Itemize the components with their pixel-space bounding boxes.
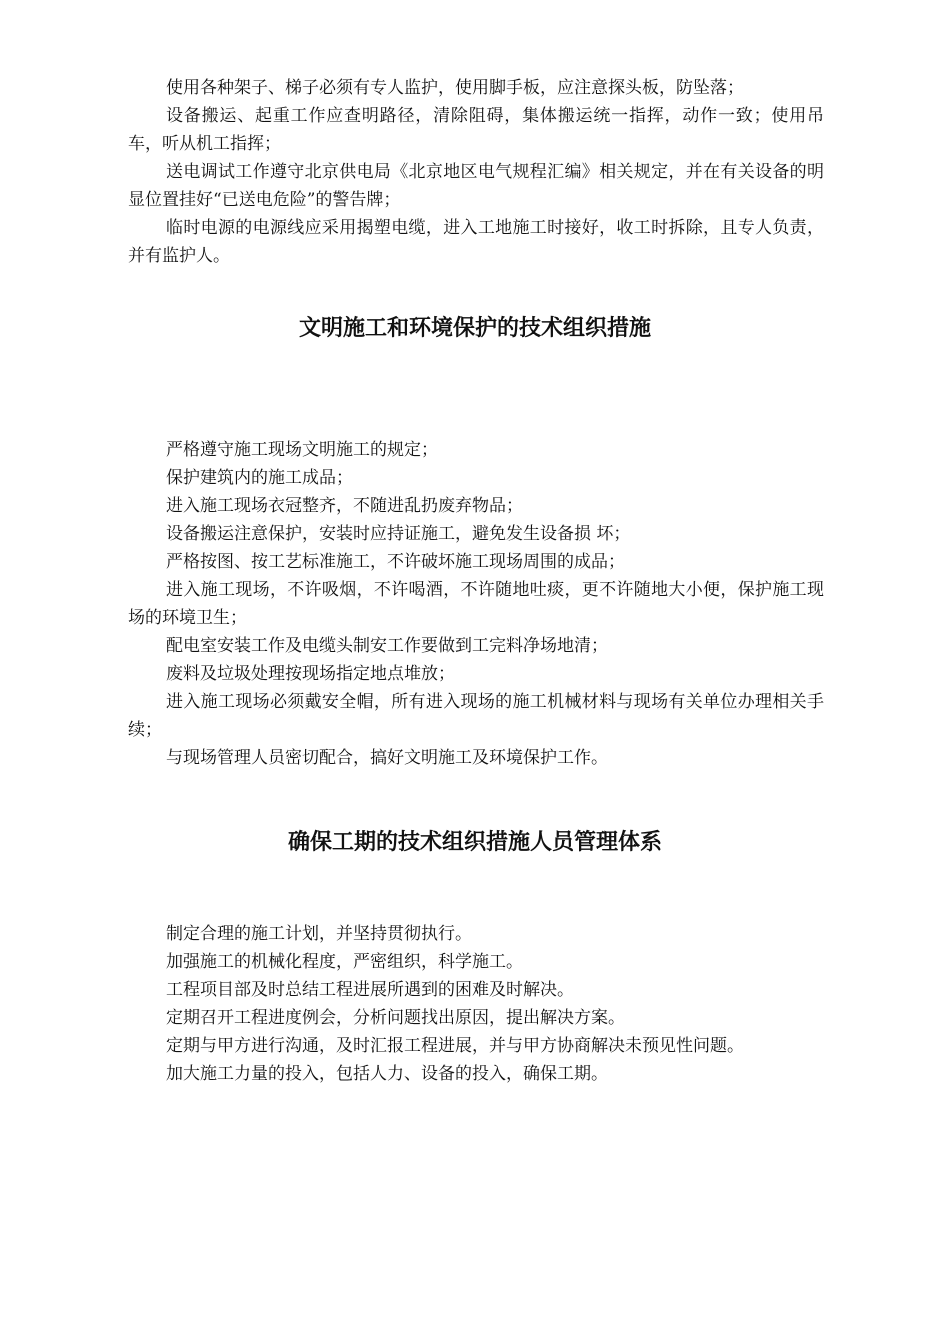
civilized-item-8: 废料及垃圾处理按现场指定地点堆放； <box>166 664 455 684</box>
safety-item-2: 设备搬运、起重工作应查明路径，清除阻碍，集体搬运统一指挥，动作一致；使用吊车，听从机工指挥； <box>128 106 824 154</box>
safety-item-1: 使用各种架子、梯子必须有专人监护，使用脚手板，应注意探头板，防坠落； <box>166 78 744 98</box>
schedule-item-5: 定期与甲方进行沟通，及时汇报工程进展，并与甲方协商解决未预见性问题。 <box>166 1036 744 1056</box>
civilized-item-3: 进入施工现场衣冠整齐，不随进乱扔废弃物品； <box>166 496 523 516</box>
schedule-item-4: 定期召开工程进度例会，分析问题找出原因，提出解决方案。 <box>166 1008 625 1028</box>
section-heading-civilized-construction: 文明施工和环境保护的技术组织措施 <box>298 316 651 341</box>
section-heading-schedule-assurance: 确保工期的技术组织措施人员管理体系 <box>287 830 662 855</box>
civilized-construction-list <box>128 436 824 772</box>
schedule-assurance-list <box>128 920 824 1088</box>
civilized-item-1: 严格遵守施工现场文明施工的规定； <box>166 440 438 460</box>
civilized-item-9: 进入施工现场必须戴安全帽，所有进入现场的施工机械材料与现场有关单位办理相关手续； <box>128 692 824 740</box>
civilized-item-4: 设备搬运注意保护，安装时应持证施工，避免发生设备损 坏； <box>166 524 631 544</box>
civilized-item-7: 配电室安装工作及电缆头制安工作要做到工完料净场地清； <box>166 636 608 656</box>
safety-item-3: 送电调试工作遵守北京供电局《北京地区电气规程汇编》相关规定，并在有关设备的明显位置挂好“已送电危险”的警告牌； <box>128 162 824 210</box>
safety-measures-list <box>128 74 824 270</box>
civilized-item-2: 保护建筑内的施工成品； <box>166 468 353 488</box>
safety-item-4: 临时电源的电源线应采用揭塑电缆，进入工地施工时接好，收工时拆除，且专人负责，并有监护人。 <box>128 218 824 266</box>
schedule-item-3: 工程项目部及时总结工程进展所遇到的困难及时解决。 <box>166 980 574 1000</box>
civilized-item-5: 严格按图、按工艺标准施工，不许破坏施工现场周围的成品； <box>166 552 625 572</box>
schedule-item-1: 制定合理的施工计划，并坚持贯彻执行。 <box>166 924 472 944</box>
schedule-item-6: 加大施工力量的投入，包括人力、设备的投入，确保工期。 <box>166 1064 608 1084</box>
civilized-item-10: 与现场管理人员密切配合，搞好文明施工及环境保护工作。 <box>166 748 608 768</box>
schedule-item-2: 加强施工的机械化程度，严密组织，科学施工。 <box>166 952 523 972</box>
civilized-item-6: 进入施工现场，不许吸烟，不许喝酒，不许随地吐痰，更不许随地大小便，保护施工现场的环境卫生； <box>128 580 824 628</box>
